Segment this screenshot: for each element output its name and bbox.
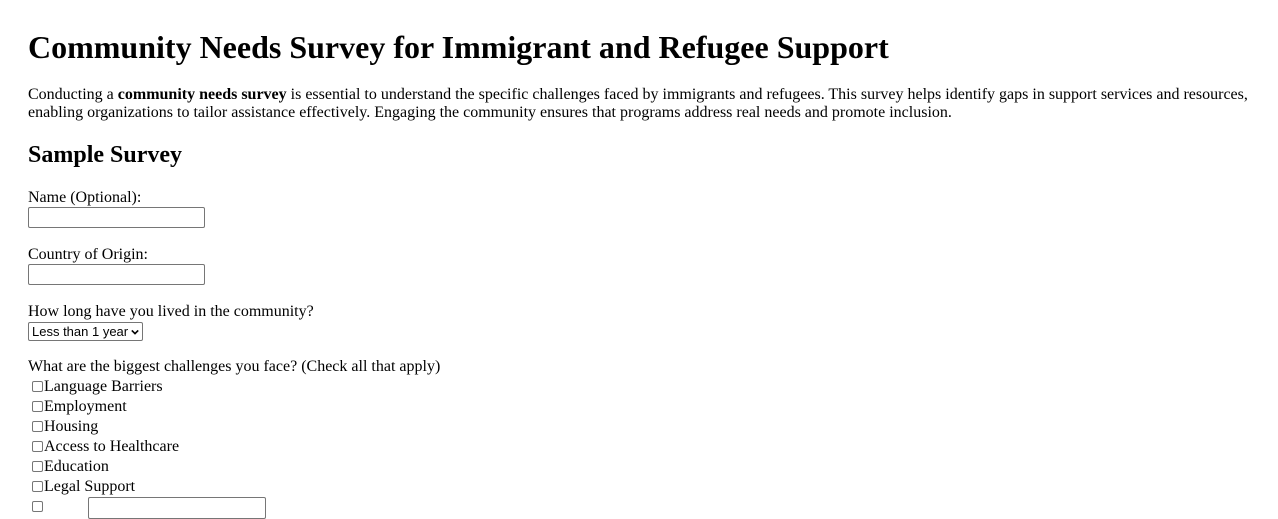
option-label: Employment [44,398,127,415]
intro-text-start: Conducting a [28,86,118,103]
name-label: Name (Optional): [28,189,142,206]
option-label: Legal Support [44,478,136,495]
name-field-group [28,189,205,228]
challenge-option-healthcare[interactable] [28,437,440,457]
challenge-option-legal[interactable] [28,477,440,497]
chevron-down-icon [131,328,139,336]
option-label: Housing [44,418,99,435]
checkbox[interactable] [32,481,43,492]
challenge-option-employment[interactable] [28,397,440,417]
checkbox[interactable] [32,381,43,392]
checkbox[interactable] [32,461,43,472]
challenges-label: What are the biggest challenges you face? (Check all that apply) [28,358,441,375]
duration-field-group [28,303,314,341]
option-label: Access to Healthcare [44,438,180,455]
country-label: Country of Origin: [28,246,148,263]
page-title: Community Needs Survey for Immigrant and Refugee Support [28,29,889,65]
option-label: Language Barriers [44,378,163,395]
section-title: Sample Survey [28,142,183,168]
challenge-option-housing[interactable] [28,417,440,437]
option-label: Education [44,458,109,475]
other-challenge-input[interactable] [88,497,266,519]
duration-label: How long have you lived in the community? [28,303,314,320]
challenges-field-group [28,358,440,517]
challenge-option-language[interactable] [28,377,440,397]
checkbox[interactable] [32,421,43,432]
duration-selected-value: Less than 1 year [32,324,129,339]
checkbox[interactable] [32,441,43,452]
intro-text-end: is essential to understand the specific challenges faced by immigrants and refugees. This survey helps identify gaps in support services and resources, enabling organizations to tailor assistance effectively. Engaging the community ensures that programs address real needs and promote inclusion. [28,86,1248,121]
country-input[interactable] [28,264,205,285]
name-input[interactable] [28,207,205,228]
checkbox[interactable] [32,501,43,512]
intro-paragraph [28,86,1258,122]
country-field-group [28,246,205,285]
duration-select[interactable] [28,322,143,341]
challenge-option-education[interactable] [28,457,440,477]
checkbox[interactable] [32,401,43,412]
intro-bold-term: community needs survey [117,86,287,103]
challenges-options [28,377,440,517]
